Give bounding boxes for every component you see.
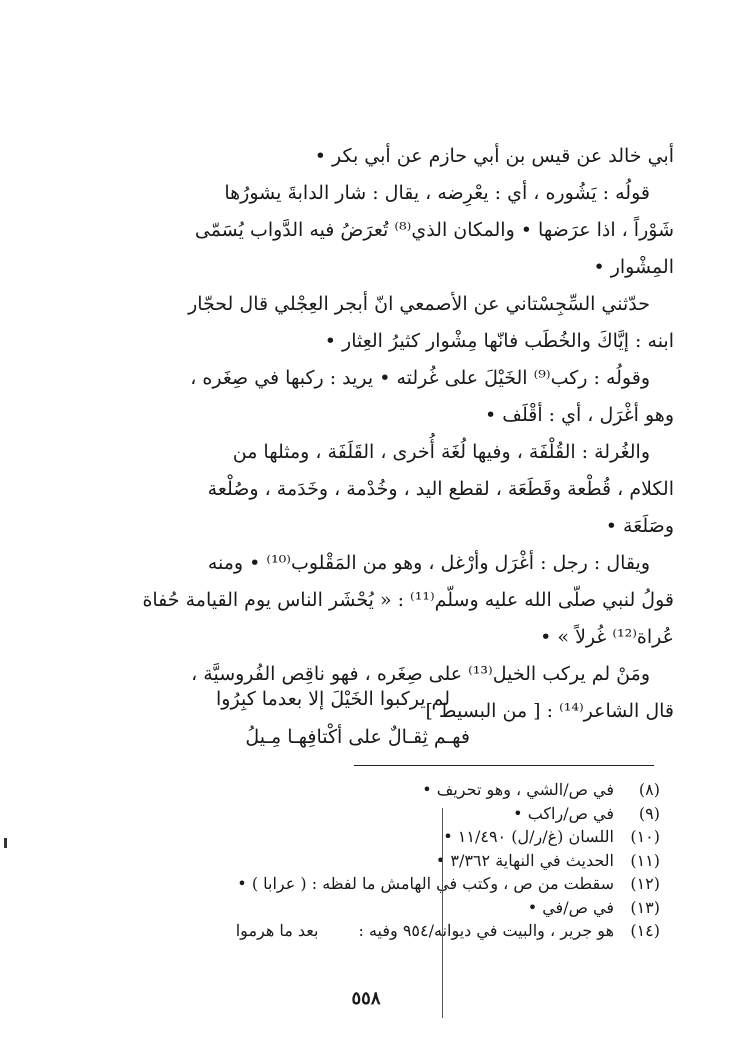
footnote-item (150, 919, 660, 943)
footnote-text: الحديث في النهاية ٣/٣٦٢ • (435, 850, 614, 870)
footnote-divider (354, 765, 654, 766)
text-line: وهو أغْرَل ، أي : أقْلَف • (485, 404, 674, 426)
footnote-text: اللسان (غ/ر/ل) ١١/٤٩٠ • (443, 827, 614, 846)
footnote-item (150, 825, 660, 849)
footnote-item (150, 872, 660, 896)
scan-edge-mark (4, 838, 7, 848)
poem-line-2: فهـم ثِقـالٌ على أكْتافِهـا مِـيلُ (245, 726, 470, 748)
footnote-text: في ص/راكب • (513, 803, 614, 823)
text-line: حدّثني السِّجِسْتاني عن الأصمعي انّ أبجر العِجْلي قال لحجّار (188, 293, 650, 315)
footnote-text: سقطت من ص ، وكتب في الهامش ما لفظه : ( عرابا ) • (237, 874, 614, 893)
footnote-quote: بعد ما هرموا (235, 921, 319, 940)
footnote-number: (١٢) (630, 874, 660, 893)
footnote-text: في ص/الشي ، وهو تحريف • (422, 780, 614, 799)
poem-verse (170, 680, 510, 756)
text-line: ابنه : إيَّاكَ والخُطَب فانّها مِشْوار كثيرُ العِثار • (324, 330, 674, 352)
text-line: ويقال : رجل : أغْرَل وأرْغل ، وهو من المَقْلوب⁽¹⁰⁾ • ومنه (207, 552, 650, 574)
footnote-item (150, 896, 660, 920)
poem-line-1: لم يركبوا الخَيْلَ إلا بعدما كبِرُوا (216, 688, 450, 710)
footnote-text: في ص/في • (527, 897, 614, 917)
footnote-number: (١١) (630, 850, 660, 870)
footnote-item (150, 778, 660, 802)
text-line: عُراة⁽¹²⁾ غُرلاً » • (540, 626, 674, 648)
footnote-item (150, 802, 660, 826)
page-number: ٥٥٨ (351, 988, 381, 1009)
footnote-text-main: هو جرير ، والبيت في ديوانه/٩٥٤ وفيه : (358, 921, 614, 940)
footnote-number: (١٤) (630, 921, 660, 940)
footnote-number: (١٠) (630, 827, 660, 846)
footnote-number: (١٣) (630, 897, 660, 917)
text-line: الكلام ، قُطْعة وقَطَعَة ، لقطع اليد ، وخُدْمة ، وخَدَمة ، وصُلْعة (207, 478, 674, 500)
footnote-number: (٩) (638, 803, 660, 823)
text-line: المِشْوار • (593, 256, 674, 278)
text-line: وقولُه : ركب⁽⁹⁾ الخَيْلَ على غُرلته • يريد : ركبها في صِغَره ، (190, 367, 650, 389)
text-line: قولُه : يَشُوره ، أي : يعْرِضه ، يقال : شار الدابةَ يشورُها (224, 182, 650, 204)
text-line: أبي خالد عن قيس بن أبي حازم عن أبي بكر • (314, 145, 674, 167)
footnote-text (150, 919, 614, 943)
text-line: شَوْراً ، اذا عرَضها • والمكان الذي⁽⁸⁾ تُعرَضُ فيه الدَّواب يُسَمّى (194, 219, 674, 241)
text-line: وصَلَعَة • (605, 515, 674, 537)
main-text (118, 138, 674, 730)
footnote-number: (٨) (638, 780, 660, 799)
text-line: قولُ لنبي صلّى الله عليه وسلّم⁽¹¹⁾ : « يُحْشَر الناس يوم القيامة حُفاة (142, 589, 674, 611)
text-line: والغُرلة : القُلْفَة ، وفيها لُغَة أُخرى ، القَلَفَة ، ومثلها من (232, 441, 650, 463)
footnotes (150, 778, 660, 943)
scan-margin-line (442, 808, 443, 1018)
text-line: قال الشاعر⁽¹⁴⁾ : [ من البسيط ] (425, 700, 674, 722)
footnote-item (150, 849, 660, 873)
text-line: ومَنْ لم يركب الخيل⁽¹³⁾ على صِغَره ، فهو ناقِص الفُروسيَّة ، (191, 663, 650, 685)
